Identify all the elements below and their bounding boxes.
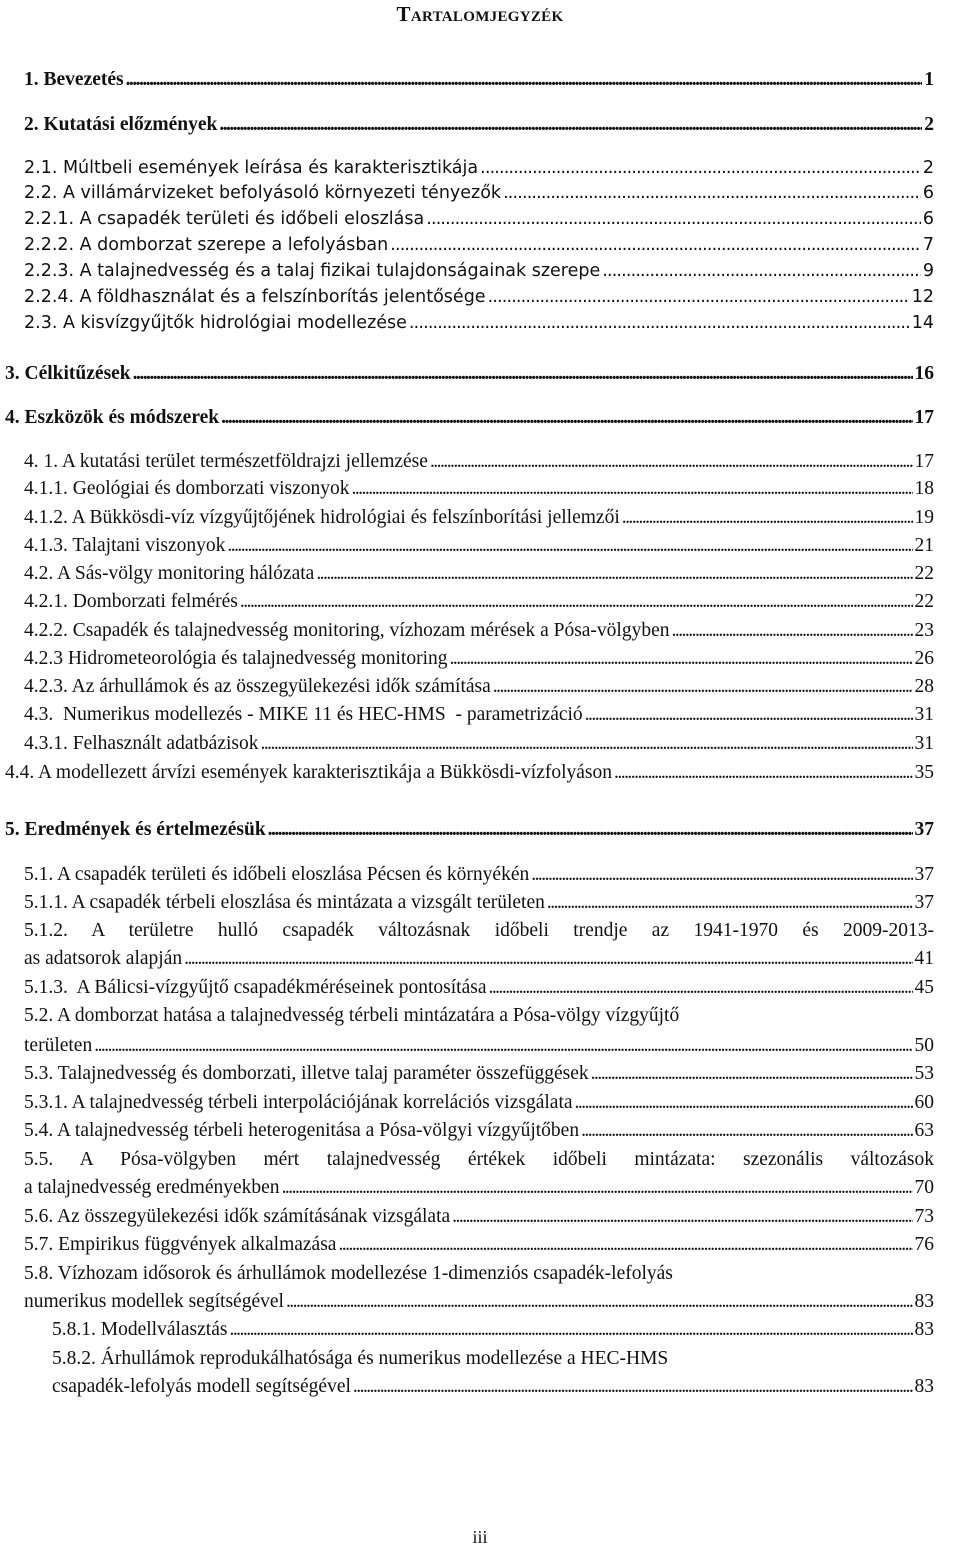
toc-entry-page: 70 <box>914 1177 934 1198</box>
page-title: Tartalomjegyzék <box>396 2 564 26</box>
toc-entry-5-2[interactable] <box>24 1004 874 1028</box>
toc-entry-1[interactable] <box>24 68 934 92</box>
toc-entry-text: 4.2. A Sás-völgy monitoring hálózata <box>24 563 315 584</box>
toc-entry-5-4[interactable] <box>24 1119 934 1143</box>
toc-entry-text: csapadék-lefolyás modell segítségével <box>52 1376 351 1397</box>
toc-entry-page: 73 <box>914 1206 934 1227</box>
page-number: iii <box>472 1527 488 1547</box>
toc-entry-text: 4.3. Numerikus modellezés - MIKE 11 és HEC-HMS - parametrizáció <box>24 704 583 725</box>
toc-entry-text-line1: 5.8. Vízhozam idősorok és árhullámok modellezése 1-dimenziós csapadék-lefolyás <box>24 1263 673 1284</box>
toc-entry-5-8-2-cont[interactable] <box>52 1375 934 1399</box>
toc-entry-4-2-1[interactable] <box>24 590 934 614</box>
toc-entry-text: as adatsorok alapján <box>24 948 183 969</box>
toc-entry-text: 3. Célkitűzések <box>5 363 131 384</box>
toc-entry-5-8-cont[interactable] <box>24 1290 934 1314</box>
toc-entry-text: 4.2.3 Hidrometeorológia és talajnedvesség monitoring <box>24 648 448 669</box>
toc-entry-5-1-2-cont[interactable] <box>24 947 934 971</box>
toc-entry-4-2-3b[interactable] <box>24 675 934 699</box>
toc-entry-text: 2.2.3. A talajnedvesség és a talaj fizikai tulajdonságainak szerepe <box>24 261 601 281</box>
toc-entry-page: 19 <box>914 507 934 528</box>
toc-entry-page: 83 <box>914 1319 934 1340</box>
toc-entry-4-1-2[interactable] <box>24 506 934 530</box>
toc-entry-5-5[interactable] <box>24 1148 934 1172</box>
toc-entry-text: területen <box>24 1035 93 1056</box>
toc-entry-text: 2.1. Múltbeli események leírása és karakterisztikája <box>24 158 479 178</box>
toc-entry-4-2-2[interactable] <box>24 619 934 643</box>
toc-entry-page: 60 <box>914 1092 934 1113</box>
toc-entry-page: 14 <box>911 313 934 333</box>
toc-entry-5-1-2[interactable] <box>24 919 934 943</box>
toc-entry-4-2[interactable] <box>24 562 934 586</box>
toc-entry-text: 4. 1. A kutatási terület természetföldrajzi jellemzése <box>24 451 428 472</box>
toc-entry-5-1[interactable] <box>24 863 934 887</box>
toc-entry-page: 50 <box>914 1035 934 1056</box>
toc-entry-page: 6 <box>922 209 934 229</box>
toc-entry-page: 83 <box>914 1376 934 1397</box>
toc-entry-text: 1. Bevezetés <box>24 69 124 90</box>
toc-entry-2-2[interactable] <box>24 181 934 205</box>
toc-entry-2-2-1[interactable] <box>24 207 934 231</box>
toc-entry-4-1[interactable] <box>24 450 934 474</box>
toc-entry-5[interactable] <box>5 818 934 842</box>
toc-entry-page: 41 <box>914 948 934 969</box>
toc-entry-text: 4.1.3. Talajtani viszonyok <box>24 535 226 556</box>
toc-entry-text: 2.2. A villámárvizeket befolyásoló környezeti tényezők <box>24 183 502 203</box>
toc-entry-page: 31 <box>914 704 934 725</box>
toc-entry-text-line1: 5.2. A domborzat hatása a talajnedvesség térbeli mintázatára a Pósa-völgy vízgyűjtő <box>24 1005 680 1026</box>
toc-entry-5-2-cont[interactable] <box>24 1034 934 1058</box>
toc-entry-2-2-4[interactable] <box>24 285 934 309</box>
toc-entry-page: 35 <box>914 762 934 783</box>
toc-entry-page: 12 <box>911 287 934 307</box>
toc-entry-5-3[interactable] <box>24 1062 934 1086</box>
toc-entry-5-1-1[interactable] <box>24 891 934 915</box>
toc-entry-page: 18 <box>914 478 934 499</box>
toc-entry-page: 22 <box>914 563 934 584</box>
toc-entry-text-line1: 5.8.2. Árhullámok reprodukálhatósága és numerikus modellezése a HEC-HMS <box>52 1348 669 1369</box>
toc-entry-2[interactable] <box>24 113 934 137</box>
toc-entry-5-1-3[interactable] <box>24 976 934 1000</box>
toc-entry-page: 31 <box>914 733 934 754</box>
toc-entry-page: 37 <box>914 819 934 840</box>
toc-entry-5-8-2[interactable] <box>52 1347 856 1371</box>
toc-entry-page: 53 <box>914 1063 934 1084</box>
toc-entry-page: 37 <box>914 892 934 913</box>
toc-entry-text: 4.1.1. Geológiai és domborzati viszonyok <box>24 478 350 499</box>
toc-entry-text: 2.2.2. A domborzat szerepe a lefolyásban <box>24 235 389 255</box>
toc-entry-4-2-3a[interactable] <box>24 647 934 671</box>
toc-entry-text: 5.1.3. A Bálicsi-vízgyűjtő csapadékméréseinek pontosítása <box>24 977 487 998</box>
toc-entry-page: 63 <box>914 1120 934 1141</box>
toc-entry-text: 5.3.1. A talajnedvesség térbeli interpolációjának korrelációs vizsgálata <box>24 1092 573 1113</box>
toc-entry-2-2-3[interactable] <box>24 259 934 283</box>
toc-entry-page: 45 <box>914 977 934 998</box>
toc-entry-text: 5.1. A csapadék területi és időbeli eloszlása Pécsen és környékén <box>24 864 530 885</box>
toc-entry-text: 5.1.1. A csapadék térbeli eloszlása és mintázata a vizsgált területen <box>24 892 545 913</box>
toc-entry-4-1-1[interactable] <box>24 477 934 501</box>
toc-entry-text: 2.3. A kisvízgyűjtők hidrológiai modellezése <box>24 313 407 333</box>
toc-entry-4-3-1[interactable] <box>24 732 934 756</box>
toc-entry-text: 2. Kutatási előzmények <box>24 114 218 135</box>
toc-entry-text: 5.6. Az összegyülekezési idők számításának vizsgálata <box>24 1206 451 1227</box>
toc-entry-text: 4.4. A modellezett árvízi események karakterisztikája a Bükkösdi-vízfolyáson <box>5 762 613 783</box>
toc-entry-page: 23 <box>914 620 934 641</box>
toc-entry-page: 26 <box>914 648 934 669</box>
toc-entry-page: 22 <box>914 591 934 612</box>
toc-entry-text: 4. Eszközök és módszerek <box>5 407 220 428</box>
toc-entry-2-1[interactable] <box>24 156 934 180</box>
toc-entry-4-1-3[interactable] <box>24 534 934 558</box>
toc-entry-page: 76 <box>914 1234 934 1255</box>
toc-entry-page: 17 <box>914 451 934 472</box>
toc-entry-5-7[interactable] <box>24 1233 934 1257</box>
toc-entry-page: 28 <box>914 676 934 697</box>
toc-entry-5-6[interactable] <box>24 1205 934 1229</box>
toc-entry-page: 9 <box>922 261 934 281</box>
toc-entry-text: 5.7. Empirikus függvények alkalmazása <box>24 1234 337 1255</box>
toc-entry-text: 5.8.1. Modellválasztás <box>52 1319 228 1340</box>
toc-entry-page: 1 <box>924 69 934 90</box>
toc-entry-4-4[interactable] <box>5 761 934 785</box>
toc-entry-text: 2.2.4. A földhasználat és a felszínborítás jelentősége <box>24 287 486 307</box>
toc-entry-page: 21 <box>914 535 934 556</box>
toc-entry-text: 5. Eredmények és értelmezésük <box>5 819 266 840</box>
toc-entry-text: 4.2.3. Az árhullámok és az összegyülekezési idők számítása <box>24 676 491 697</box>
toc-entry-2-3[interactable] <box>24 311 934 335</box>
toc-entry-page: 6 <box>922 183 934 203</box>
toc-entry-page: 7 <box>922 235 934 255</box>
toc-entry-text-line1: 5.5. A Pósa-völgyben mért talajnedvesség értékek időbeli mintázata: szezonális változások <box>24 1149 934 1170</box>
toc-entry-page: 83 <box>914 1291 934 1312</box>
toc-entry-4[interactable] <box>5 406 934 430</box>
toc-entry-page: 2 <box>922 158 934 178</box>
toc-entry-page: 2 <box>924 114 934 135</box>
toc-entry-5-8[interactable] <box>24 1262 872 1286</box>
toc-entry-3[interactable] <box>5 362 934 386</box>
toc-entry-page: 37 <box>914 864 934 885</box>
toc-entry-text-line1: 5.1.2. A területre hulló csapadék változásnak időbeli trendje az 1941-1970 és 2009-2013- <box>24 920 934 941</box>
toc-entry-5-3-1[interactable] <box>24 1091 934 1115</box>
toc-entry-text: 4.2.1. Domborzati felmérés <box>24 591 238 612</box>
toc-entry-page: 17 <box>914 407 934 428</box>
toc-entry-text: numerikus modellek segítségével <box>24 1291 284 1312</box>
toc-entry-text: 4.1.2. A Bükkösdi-víz vízgyűjtőjének hidrológiai és felszínborítási jellemzői <box>24 507 620 528</box>
toc-entry-5-8-1[interactable] <box>52 1318 934 1342</box>
toc-entry-text: 4.2.2. Csapadék és talajnedvesség monitoring, vízhozam mérések a Pósa-völgyben <box>24 620 670 641</box>
toc-entry-page: 16 <box>914 363 934 384</box>
toc-entry-4-3[interactable] <box>24 703 934 727</box>
toc-entry-text: 5.3. Talajnedvesség és domborzati, illetve talaj paraméter összefüggések <box>24 1063 589 1084</box>
toc-entry-text: 2.2.1. A csapadék területi és időbeli eloszlása <box>24 209 425 229</box>
toc-entry-text: 5.4. A talajnedvesség térbeli heterogenitása a Pósa-völgyi vízgyűjtőben <box>24 1120 580 1141</box>
toc-entry-5-5-cont[interactable] <box>24 1176 934 1200</box>
toc-entry-2-2-2[interactable] <box>24 233 934 257</box>
toc-entry-text: a talajnedvesség eredményekben <box>24 1177 280 1198</box>
toc-entry-text: 4.3.1. Felhasznált adatbázisok <box>24 733 259 754</box>
